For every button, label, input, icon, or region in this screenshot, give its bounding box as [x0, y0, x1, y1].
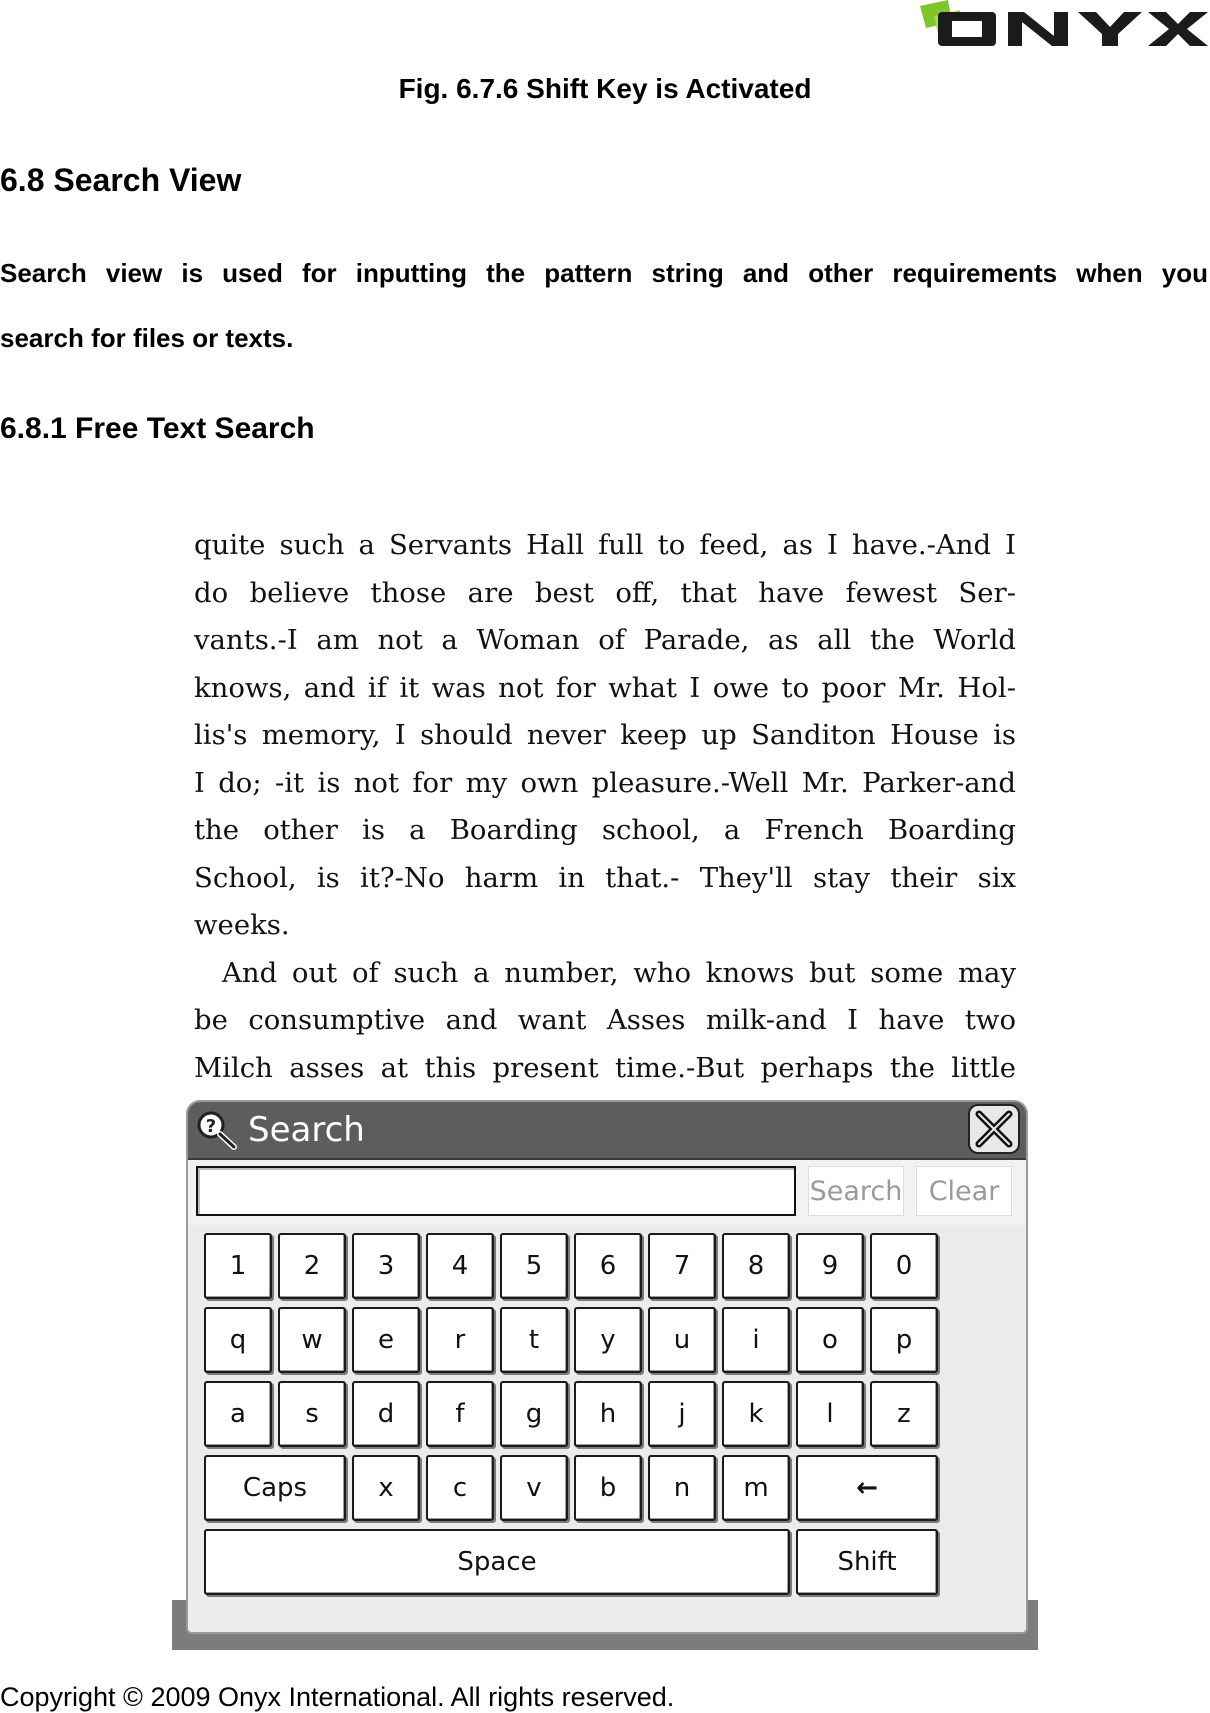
backspace-key[interactable]: ←: [796, 1455, 938, 1521]
key-j[interactable]: j: [648, 1381, 716, 1447]
book-line: the other is a Boarding school, a French Boarding: [194, 814, 1016, 846]
key-9[interactable]: 9: [796, 1233, 864, 1299]
dialog-title: Search: [248, 1110, 365, 1150]
key-v[interactable]: v: [500, 1455, 568, 1521]
close-icon: [970, 1106, 1018, 1152]
key-o[interactable]: o: [796, 1307, 864, 1373]
section-heading: 6.8 Search View: [0, 162, 242, 198]
book-line: lis's memory, I should never keep up Sanditon House is: [194, 719, 1016, 751]
key-0[interactable]: 0: [870, 1233, 938, 1299]
book-line: Milch asses at this present time.-But perhaps the little: [194, 1051, 1016, 1084]
key-l[interactable]: l: [796, 1381, 864, 1447]
book-line: vants.-I am not a Woman of Parade, as all the World: [194, 624, 1016, 656]
key-t[interactable]: t: [500, 1307, 568, 1373]
search-button[interactable]: Search: [808, 1166, 904, 1216]
close-button[interactable]: [968, 1104, 1020, 1154]
paragraph-line-2: search for files or texts.: [0, 323, 294, 353]
clear-button[interactable]: Clear: [916, 1166, 1012, 1216]
device-screenshot: [172, 500, 1038, 1650]
dialog-titlebar: [188, 1102, 1026, 1160]
key-z[interactable]: z: [870, 1381, 938, 1447]
subsection-heading: 6.8.1 Free Text Search: [0, 412, 315, 445]
key-k[interactable]: k: [722, 1381, 790, 1447]
book-line: knows, and if it was not for what I owe to poor Mr. Hol-: [194, 671, 1016, 704]
key-i[interactable]: i: [722, 1307, 790, 1373]
copyright-footer: Copyright © 2009 Onyx International. All rights reserved.: [0, 1682, 675, 1712]
caps-key[interactable]: Caps: [204, 1455, 346, 1521]
key-y[interactable]: y: [574, 1307, 642, 1373]
book-line: And out of such a number, who knows but some may: [222, 956, 1016, 989]
search-dialog: [188, 1102, 1026, 1632]
search-input[interactable]: [196, 1166, 796, 1216]
key-3[interactable]: 3: [352, 1233, 420, 1299]
key-n[interactable]: n: [648, 1455, 716, 1521]
key-q[interactable]: q: [204, 1307, 272, 1373]
book-line: quite such a Servants Hall full to feed, as I have.-And I: [194, 529, 1016, 561]
key-w[interactable]: w: [278, 1307, 346, 1373]
key-5[interactable]: 5: [500, 1233, 568, 1299]
key-u[interactable]: u: [648, 1307, 716, 1373]
key-2[interactable]: 2: [278, 1233, 346, 1299]
book-line: School, is it?-No harm in that.- They'll stay their six: [194, 861, 1016, 894]
key-d[interactable]: d: [352, 1381, 420, 1447]
key-e[interactable]: e: [352, 1307, 420, 1373]
key-7[interactable]: 7: [648, 1233, 716, 1299]
shift-key[interactable]: Shift: [796, 1529, 938, 1595]
key-f[interactable]: f: [426, 1381, 494, 1447]
search-help-icon: [196, 1110, 238, 1150]
book-line: I do; -it is not for my own pleasure.-Well Mr. Parker-and: [194, 766, 1016, 799]
key-a[interactable]: a: [204, 1381, 272, 1447]
space-key[interactable]: Space: [204, 1529, 790, 1595]
key-6[interactable]: 6: [574, 1233, 642, 1299]
key-r[interactable]: r: [426, 1307, 494, 1373]
key-m[interactable]: m: [722, 1455, 790, 1521]
search-bar: [188, 1160, 1026, 1225]
key-4[interactable]: 4: [426, 1233, 494, 1299]
onyx-logo: [900, 0, 1210, 58]
key-8[interactable]: 8: [722, 1233, 790, 1299]
svg-text:?: ?: [205, 1116, 217, 1137]
book-line: be consumptive and want Asses milk-and I have two: [194, 1004, 1016, 1036]
key-x[interactable]: x: [352, 1455, 420, 1521]
key-1[interactable]: 1: [204, 1233, 272, 1299]
virtual-keyboard: [188, 1225, 1026, 1632]
key-s[interactable]: s: [278, 1381, 346, 1447]
key-p[interactable]: p: [870, 1307, 938, 1373]
key-g[interactable]: g: [500, 1381, 568, 1447]
book-text: [194, 522, 1016, 1092]
figure-caption: Fig. 6.7.6 Shift Key is Activated: [398, 73, 812, 104]
key-c[interactable]: c: [426, 1455, 494, 1521]
book-line: weeks.: [194, 909, 290, 941]
paragraph-line-1: Search view is used for inputting the pattern string and other requirements when you: [0, 258, 1208, 288]
book-line: do believe those are best off, that have fewest Ser-: [194, 576, 1016, 609]
key-b[interactable]: b: [574, 1455, 642, 1521]
key-h[interactable]: h: [574, 1381, 642, 1447]
